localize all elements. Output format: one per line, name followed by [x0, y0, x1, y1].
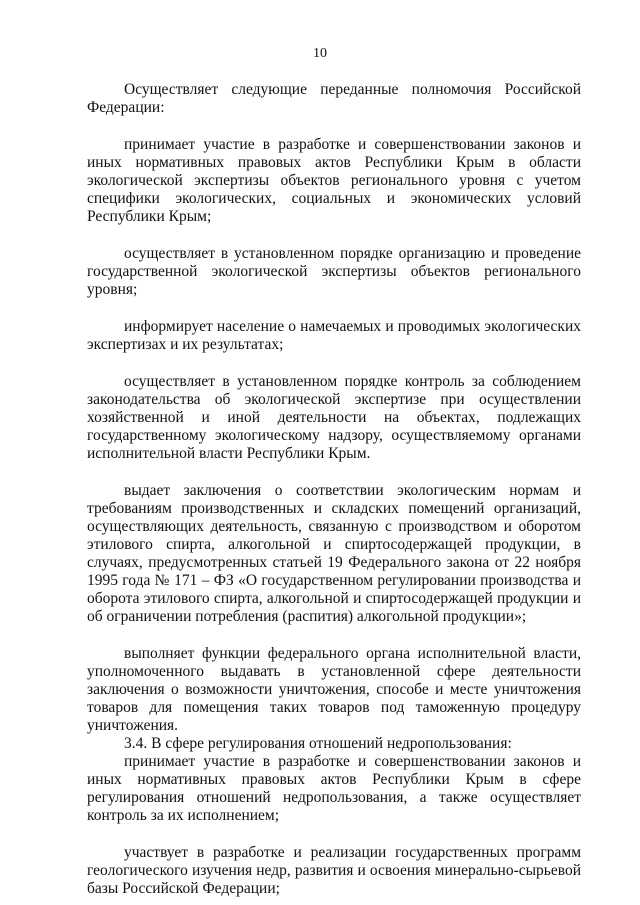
- paragraph-geology-programs: участвует в разработке и реализации государственных программ геологического изучения недр, развития и освоения минерально-сырьевой базы Российской Федерации;: [87, 844, 581, 897]
- paragraph-alcohol-conclusions: выдает заключения о соответствии экологическим нормам и требованиям производственных и складских помещений организаций, осуществляющих деятельность, связанную с производством и оборотом этилового спирта, алкогольной и спиртосодержащей продукции, в случаях, предусмотренных статьей 19 Федерального закона от 22 ноября 1995 года № 171 – ФЗ «О государственном регулировании производства и оборота этилового спирта, алкогольной и спиртосодержащей продукции и об ограничении потребления (распития) алкогольной продукции»;: [87, 482, 581, 625]
- paragraph-destruction-conclusions: выполняет функции федерального органа исполнительной власти, уполномоченного выдавать в установленной сфере деятельности заключения о возможности уничтожения, способе и месте уничтожения товаров для помещения таких товаров под таможенную процедуру уничтожения.: [87, 645, 581, 734]
- page-number: 10: [313, 46, 327, 61]
- paragraph-legislation-participation: принимает участие в разработке и совершенствовании законов и иных нормативных правовых актов Республики Крым в области экологической экспертизы объектов регионального уровня с учетом специфики экологических, социальных и экономических условий Республики Крым;: [87, 136, 581, 225]
- paragraph-public-information: информирует население о намечаемых и проводимых экологических экспертизах и их результатах;: [87, 318, 581, 353]
- document-body: [87, 81, 581, 898]
- paragraph-subsoil-legislation: принимает участие в разработке и совершенствовании законов и иных нормативных правовых актов Республики Крым в сфере регулирования отношений недропользования, а также осуществляет контроль за их исполнением;: [87, 753, 581, 824]
- section-heading-subsoil: 3.4. В сфере регулирования отношений недропользования:: [124, 735, 512, 752]
- intro-paragraph: Осуществляет следующие переданные полномочия Российской Федерации:: [87, 81, 581, 116]
- paragraph-expertise-organization: осуществляет в установленном порядке организацию и проведение государственной экологической экспертизы объектов регионального уровня;: [87, 245, 581, 298]
- paragraph-expertise-control: осуществляет в установленном порядке контроль за соблюдением законодательства об экологической экспертизе при осуществлении хозяйственной и иной деятельности на объектах, подлежащих государственному экологическому надзору, осуществляемому органами исполнительной власти Республики Крым.: [87, 373, 581, 462]
